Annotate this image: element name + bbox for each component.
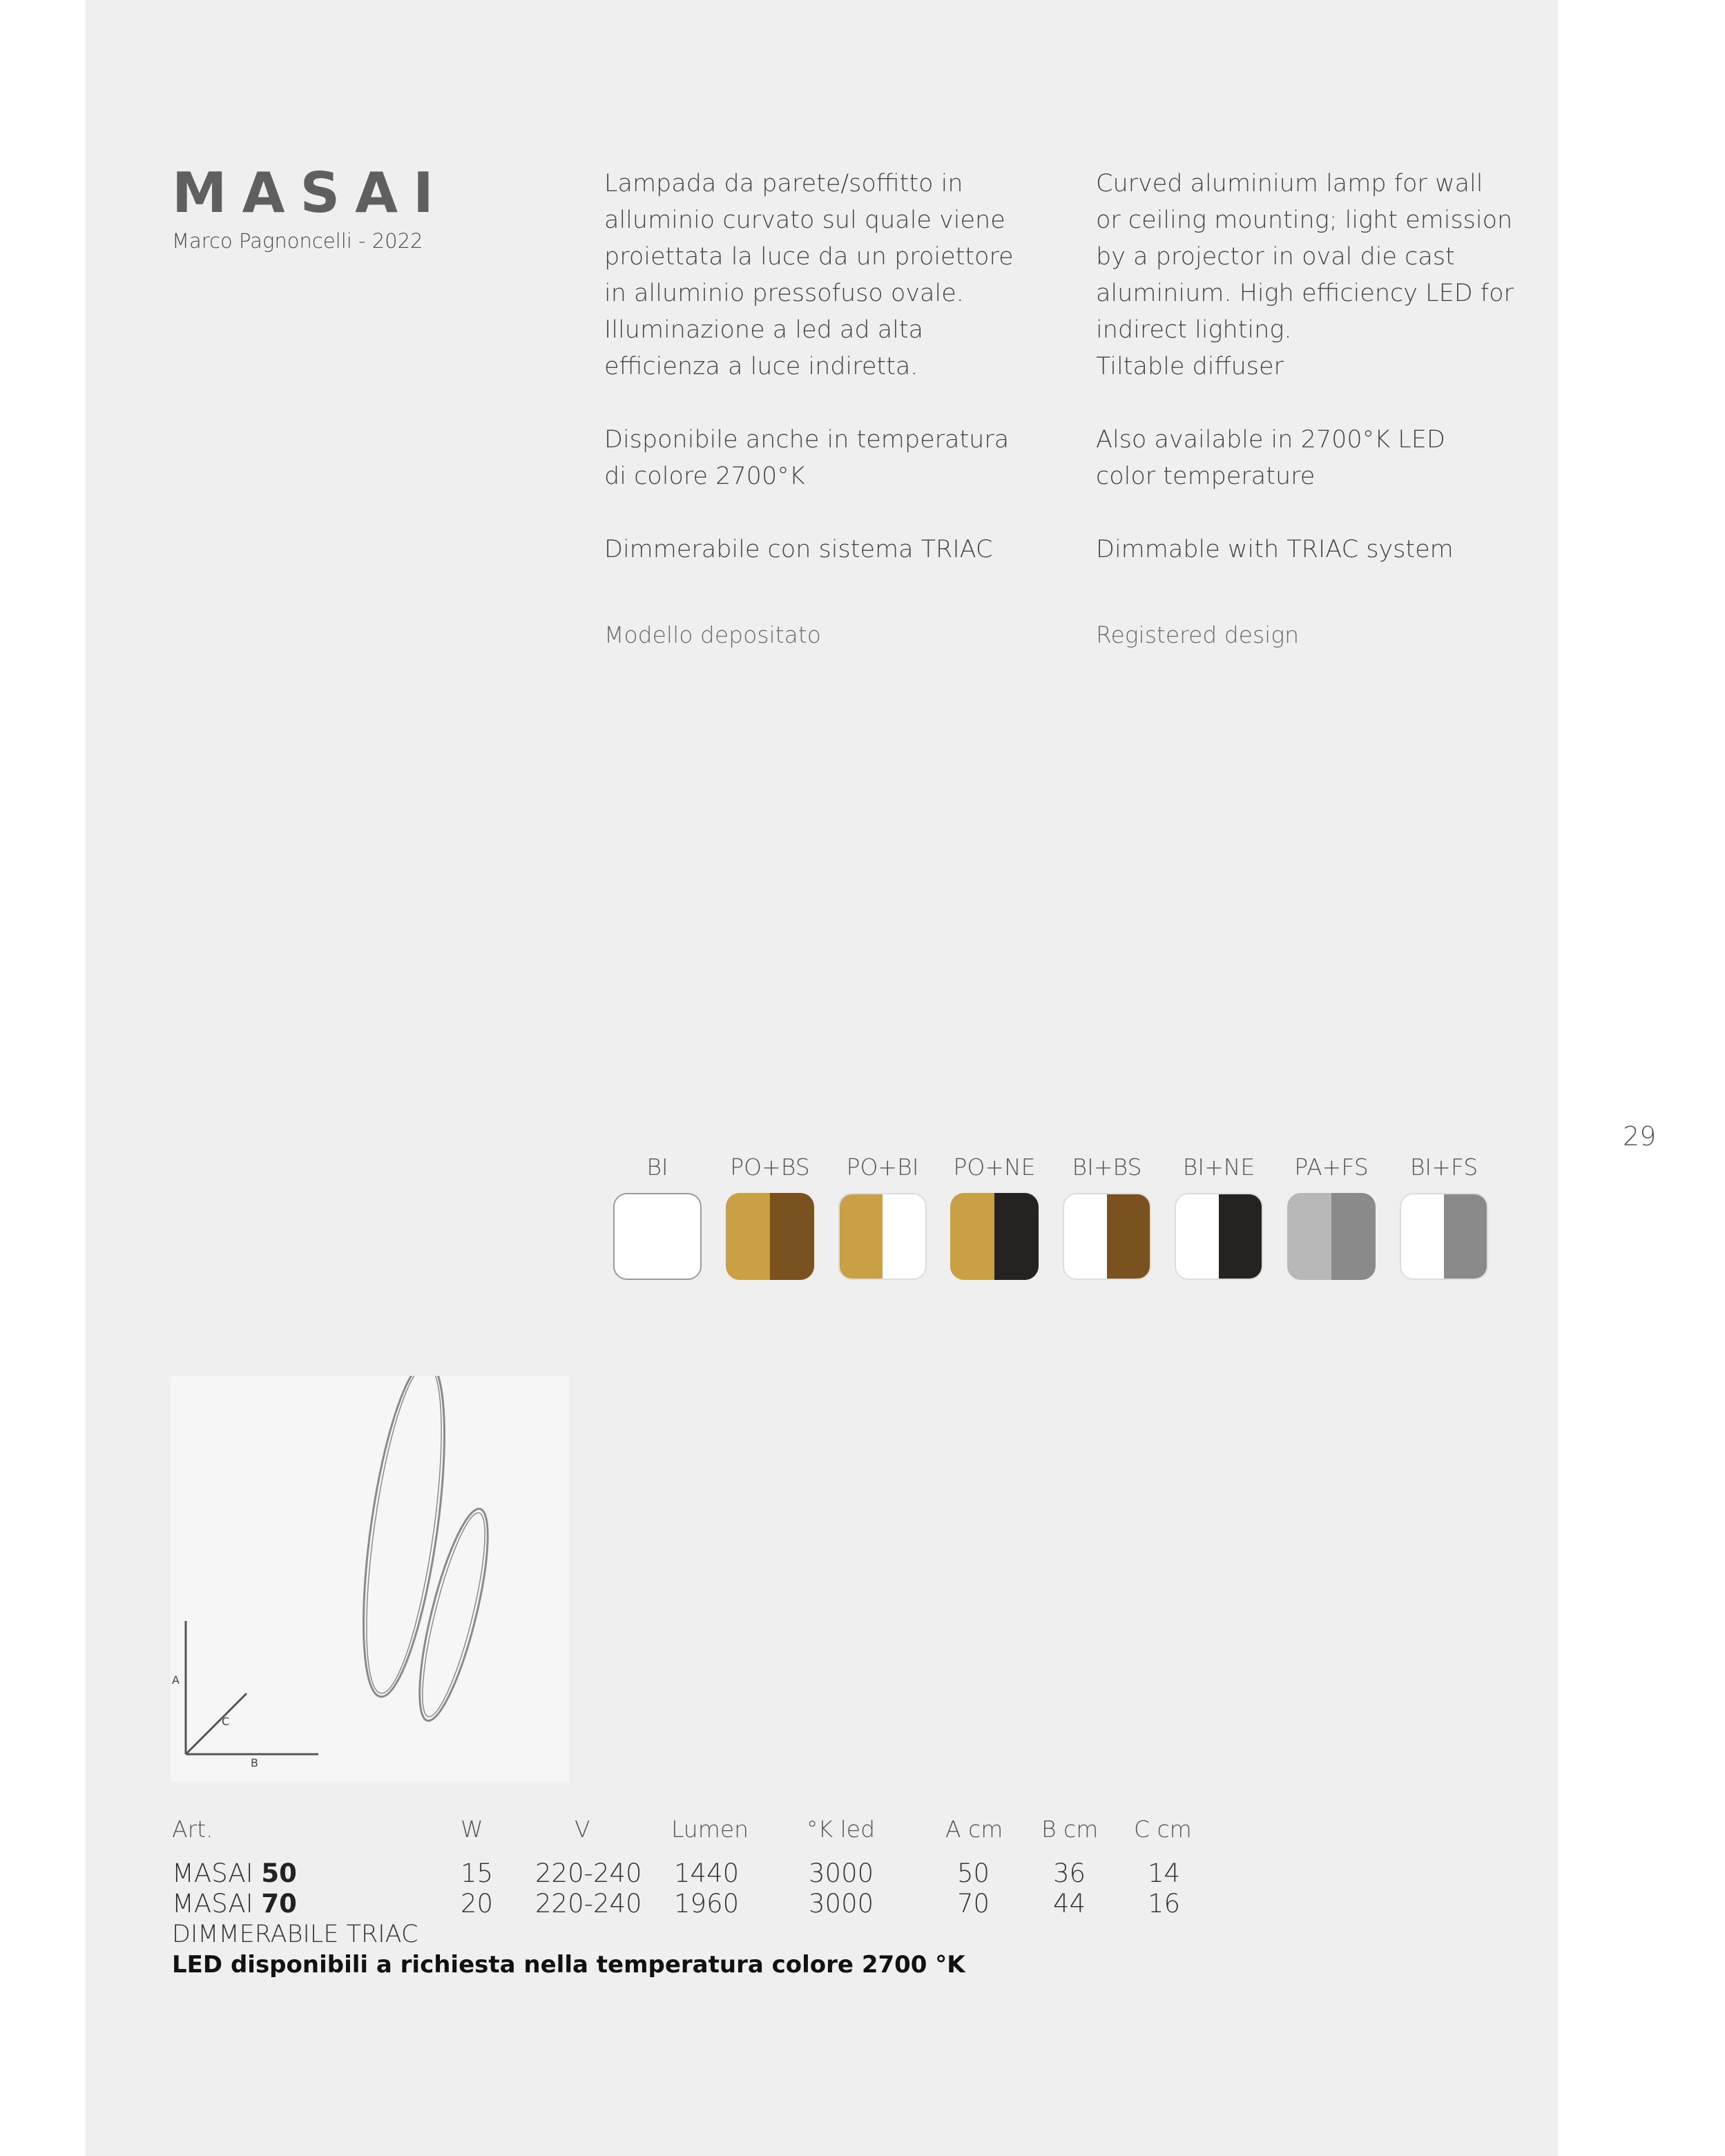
desc-line: Lampada da parete/soffitto in <box>604 170 963 197</box>
table-cell-a: 70 <box>957 1889 990 1919</box>
finish-label: PO+NE <box>953 1154 1036 1181</box>
table-cell-k: 3000 <box>809 1858 874 1888</box>
designer-credit: Marco Pagnoncelli - 2022 <box>172 229 423 253</box>
finish-color <box>950 1193 1039 1280</box>
desc-line: color temperature <box>1096 463 1316 490</box>
finish-label: BI+BS <box>1072 1154 1142 1181</box>
table-header-a: A cm <box>945 1816 1003 1843</box>
desc-line: aluminium. High efficiency LED for <box>1096 280 1514 307</box>
finish-label: PA+FS <box>1294 1154 1369 1181</box>
description-english <box>1096 166 1538 653</box>
table-row-art: MASAI 50 <box>172 1858 297 1888</box>
finish-color <box>1175 1193 1263 1280</box>
table-cell-c: 16 <box>1148 1889 1181 1919</box>
technical-drawing <box>171 1376 569 1782</box>
table-cell-b: 36 <box>1053 1858 1086 1888</box>
table-header-k-led: °K led <box>807 1816 876 1843</box>
table-cell-w: 15 <box>461 1858 494 1888</box>
finish-swatch-po-bs <box>725 1152 815 1280</box>
table-header-v: V <box>575 1816 590 1843</box>
desc-line: di colore 2700°K <box>604 463 805 490</box>
desc-line: alluminio curvato sul quale viene <box>604 206 1005 234</box>
desc-line: Illuminazione a led ad alta <box>604 316 924 344</box>
table-header-c: C cm <box>1134 1816 1192 1843</box>
finish-label: PO+BI <box>846 1154 919 1181</box>
table-cell-v: 220-240 <box>535 1889 642 1919</box>
finish-color <box>726 1193 814 1280</box>
finish-swatch-po-bi <box>838 1152 927 1280</box>
table-header-w: W <box>461 1816 483 1843</box>
finish-color <box>613 1193 702 1280</box>
table-header-art: Art. <box>172 1816 213 1843</box>
finish-color <box>1400 1193 1488 1280</box>
axis-label-a: A <box>172 1673 180 1687</box>
desc-line: efficienza a luce indiretta. <box>604 353 918 380</box>
desc-line: in alluminio pressofuso ovale. <box>604 280 964 307</box>
desc-line: by a projector in oval die cast <box>1096 243 1455 271</box>
table-cell-v: 220-240 <box>535 1858 642 1888</box>
desc-line: Tiltable diffuser <box>1096 353 1284 380</box>
finish-color <box>1063 1193 1151 1280</box>
description-italian <box>604 166 1046 653</box>
finish-label: PO+BS <box>730 1154 810 1181</box>
table-cell-w: 20 <box>461 1889 494 1919</box>
desc-line: Disponibile anche in temperatura <box>604 426 1010 454</box>
desc-line: Also available in 2700°K LED <box>1096 426 1445 454</box>
dimmable-note: DIMMERABILE TRIAC <box>172 1921 418 1948</box>
table-cell-c: 14 <box>1148 1858 1181 1888</box>
finish-swatch-po-ne <box>950 1152 1039 1280</box>
desc-line: or ceiling mounting; light emission <box>1096 206 1513 234</box>
axis-label-b: B <box>251 1756 258 1769</box>
table-cell-a: 50 <box>957 1858 990 1888</box>
page-number: 29 <box>1623 1121 1657 1152</box>
finish-label: BI <box>646 1154 668 1181</box>
finish-swatch-pa-fs <box>1286 1152 1376 1280</box>
product-title: MASAI <box>172 161 449 225</box>
finish-label: BI+NE <box>1182 1154 1255 1181</box>
finish-swatch-bi-fs <box>1399 1152 1489 1280</box>
table-cell-k: 3000 <box>809 1889 874 1919</box>
finish-color <box>838 1193 927 1280</box>
finish-label: BI+FS <box>1409 1154 1478 1181</box>
table-cell-lumen: 1440 <box>674 1858 740 1888</box>
registered-note: Registered design <box>1096 621 1300 648</box>
led-availability-note: LED disponibili a richiesta nella temperatura colore 2700 °K <box>172 1951 965 1979</box>
table-header-lumen: Lumen <box>671 1816 749 1843</box>
desc-line: Dimmable with TRIAC system <box>1096 536 1454 563</box>
table-cell-b: 44 <box>1053 1889 1086 1919</box>
desc-line: Dimmerabile con sistema TRIAC <box>604 536 993 563</box>
table-row-art: MASAI 70 <box>172 1889 297 1919</box>
desc-line: Curved aluminium lamp for wall <box>1096 170 1483 197</box>
desc-line: indirect lighting. <box>1096 316 1292 344</box>
lamp-outline-drawing <box>171 1376 569 1782</box>
table-cell-lumen: 1960 <box>674 1889 740 1919</box>
registered-note: Modello depositato <box>604 621 821 648</box>
axis-label-c: C <box>222 1715 230 1728</box>
finish-swatch-bi-ne <box>1174 1152 1264 1280</box>
finish-swatch-bi <box>613 1152 702 1280</box>
table-header-b: B cm <box>1041 1816 1099 1843</box>
finish-color <box>1287 1193 1376 1280</box>
finish-swatch-bi-bs <box>1062 1152 1152 1280</box>
desc-line: proiettata la luce da un proiettore <box>604 243 1014 271</box>
